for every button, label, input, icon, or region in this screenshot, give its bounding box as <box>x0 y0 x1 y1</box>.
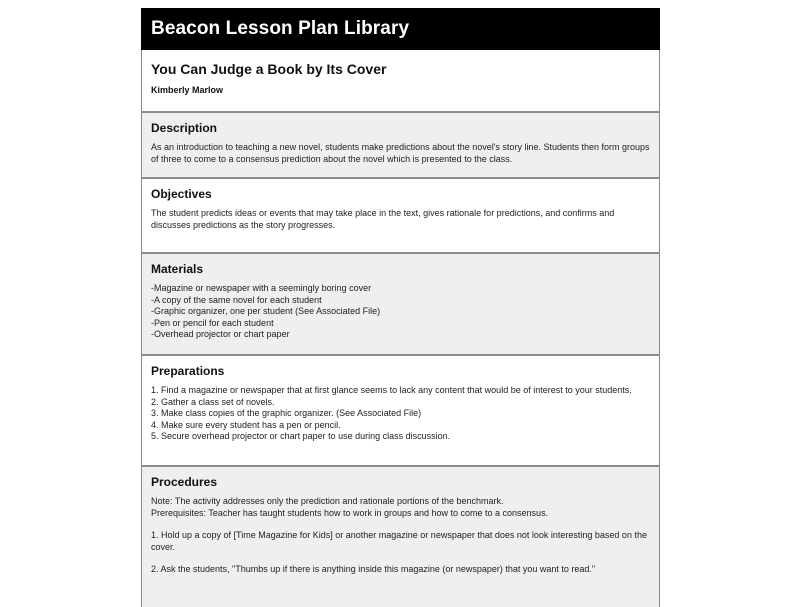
objectives-text: The student predicts ideas or events that may take place in the text, gives rationale for predictions, and confirms and discusses predictions as the story progresses. <box>151 208 615 230</box>
preparations-item: 2. Gather a class set of novels. <box>151 396 275 407</box>
procedures-prerequisites: Prerequisites: Teacher has taught students how to work in groups and how to come to a consensus. <box>151 507 549 518</box>
objectives-heading: Objectives <box>151 187 212 201</box>
materials-item: -Graphic organizer, one per student (See Associated File) <box>151 306 381 317</box>
description-text: As an introduction to teaching a new novel, students make predictions about the novel's story line. Students then form groups of three to come to a consensus prediction about the novel which is presented to the class. <box>151 142 650 164</box>
materials-item: -Magazine or newspaper with a seemingly boring cover <box>151 283 372 293</box>
spacer <box>151 519 650 530</box>
lesson-title: You Can Judge a Book by Its Cover <box>151 61 387 77</box>
lesson-title-block <box>141 50 660 113</box>
lesson-author: Kimberly Marlow <box>151 85 224 95</box>
materials-item: -Pen or pencil for each student <box>151 317 274 328</box>
description-section <box>141 113 660 179</box>
materials-item: -Overhead projector or chart paper <box>151 329 290 340</box>
materials-section <box>141 254 660 356</box>
procedures-heading: Procedures <box>151 475 218 489</box>
spacer <box>151 553 650 564</box>
preparations-heading: Preparations <box>151 364 225 378</box>
site-title: Beacon Lesson Plan Library <box>151 18 410 39</box>
procedures-step: 2. Ask the students, "Thumbs up if there is anything inside this magazine (or newspaper) that you want to read." <box>151 564 596 575</box>
materials-heading: Materials <box>151 262 204 276</box>
preparations-item: 3. Make class copies of the graphic organizer. (See Associated File) <box>151 408 422 419</box>
procedures-step: 1. Hold up a copy of [Time Magazine for Kids] or another magazine or newspaper that does not look interesting based on the cover. <box>151 530 647 552</box>
procedures-list <box>151 496 650 576</box>
lesson-plan-page <box>141 8 660 607</box>
preparations-list <box>151 385 650 443</box>
procedures-note: Note: The activity addresses only the prediction and rationale portions of the benchmark. <box>151 496 504 506</box>
objectives-section <box>141 179 660 254</box>
preparations-item: 4. Make sure every student has a pen or pencil. <box>151 419 341 430</box>
preparations-item: 1. Find a magazine or newspaper that at first glance seems to lack any content that would be of interest to your students. <box>151 385 632 395</box>
preparations-section <box>141 356 660 467</box>
materials-list <box>151 283 650 341</box>
preparations-item: 5. Secure overhead projector or chart paper to use during class discussion. <box>151 431 451 442</box>
site-banner <box>141 8 660 50</box>
procedures-section <box>141 467 660 607</box>
description-heading: Description <box>151 121 218 135</box>
materials-item: -A copy of the same novel for each student <box>151 294 322 305</box>
